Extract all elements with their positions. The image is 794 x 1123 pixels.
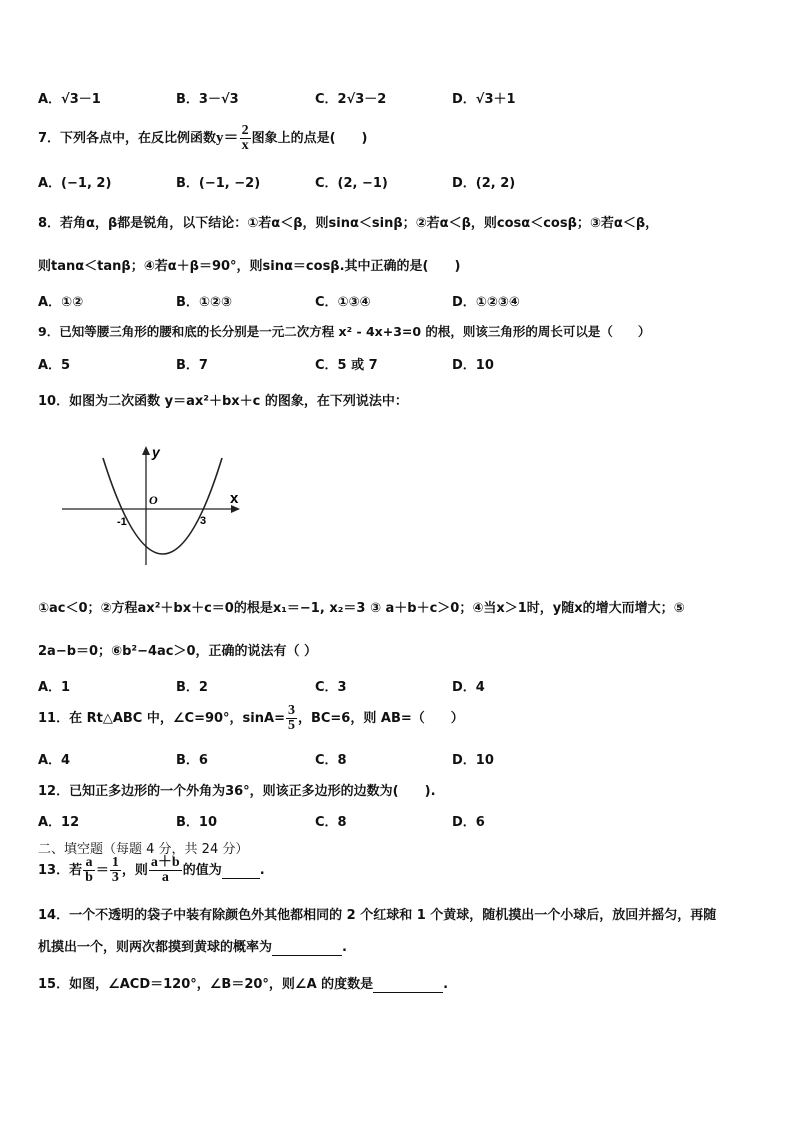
q6-option-b: B．3－√3: [176, 92, 239, 107]
q6-options: [38, 88, 758, 108]
q13-mid2: ，则: [121, 863, 148, 878]
origin-label: O: [149, 493, 158, 507]
q11-post: ，BC=6，则 AB=（ ）: [297, 711, 464, 726]
q10-statements-line2: 2a−b＝0；⑥b²−4ac＞0，正确的说法有（ ）: [38, 644, 318, 659]
q11-frac-den: 5: [287, 718, 295, 733]
q13-frac2-num: 1: [111, 855, 119, 870]
q10-statements-line1: ①ac＜0；②方程ax²＋bx＋c＝0的根是x₁＝−1, x₂＝3 ③ a＋b＋c＞0；④当x＞1时，y随x的增大而增大；⑤: [38, 601, 685, 616]
q13-frac2-den: 3: [111, 870, 119, 885]
q10-option-b: B．2: [176, 680, 208, 695]
q12-option-c: C．8: [315, 815, 347, 830]
q10-stem: 10．如图为二次函数 y＝ax²＋bx＋c 的图象，在下列说法中：: [38, 394, 408, 409]
q11-pre: 11．在 Rt△ABC 中，∠C=90°，sinA=: [38, 711, 285, 726]
q8-option-c: C．①③④: [315, 295, 371, 310]
q14-answer-blank[interactable]: [272, 940, 342, 956]
q11-frac-num: 3: [287, 703, 295, 718]
root2-label: 3: [200, 515, 207, 527]
q14-line2: [38, 936, 347, 956]
q10-option-a: A．1: [38, 680, 71, 695]
x-axis-label: x: [230, 490, 239, 507]
q10-options: [38, 676, 758, 696]
q6-option-d: D．√3＋1: [452, 92, 516, 107]
q13-frac1-num: a: [83, 856, 95, 871]
q8-line2: 则tanα＜tanβ；④若α＋β＝90°，则sinα＝cosβ.其中正确的是( ): [38, 259, 461, 274]
q12-option-a: A．12: [38, 815, 80, 830]
q7-frac-den: x: [241, 138, 249, 153]
q11-option-a: A．4: [38, 753, 71, 768]
parabola-graph: [60, 440, 250, 570]
section2-title: 二、填空题（每题 4 分，共 24 分）: [38, 842, 249, 857]
q14-line2-text: 机摸出一个，则两次都摸到黄球的概率为: [38, 940, 273, 955]
q13-frac3-den: a: [161, 870, 169, 885]
q7-option-c: C．(2, −1): [315, 176, 388, 191]
q7-option-a: A．(−1, 2): [38, 176, 112, 191]
q9-option-d: D．10: [452, 358, 494, 373]
q7-frac-num: 2: [241, 123, 249, 138]
root1-label: -1: [117, 516, 127, 528]
q11-stem: [38, 704, 464, 733]
q10-option-c: C．3: [315, 680, 347, 695]
q14-end: .: [342, 940, 347, 955]
q13-answer-blank[interactable]: [222, 863, 260, 879]
q13-end: .: [259, 863, 265, 878]
q12-stem: 12．已知正多边形的一个外角为36°，则该正多边形的边数为( ).: [38, 784, 436, 799]
q12-option-d: D．6: [452, 815, 485, 830]
q13-fraction1: [83, 856, 95, 885]
q8-option-d: D．①②③④: [452, 295, 520, 310]
q11-fraction: [286, 704, 297, 733]
q13-frac1-den: b: [85, 870, 93, 885]
q7-pre: 7．下列各点中，在反比例函数: [38, 131, 217, 146]
q12-option-b: B．10: [176, 815, 217, 830]
q7-post: 图象上的点是( ): [251, 131, 368, 146]
q9-option-b: B．7: [176, 358, 208, 373]
q6-option-c: C．2√3－2: [315, 92, 387, 107]
q10-option-d: D．4: [452, 680, 485, 695]
q13-frac3-num: a＋b: [150, 855, 180, 870]
q9-options: [38, 354, 758, 374]
q15-stem: [38, 973, 448, 993]
q7-stem: [38, 124, 367, 153]
q13-post: 的值为: [182, 863, 222, 878]
q7-option-b: B．(−1, −2): [176, 176, 261, 191]
q13-mid: ＝: [95, 863, 109, 878]
q9-stem: 9．已知等腰三角形的腰和底的长分别是一元二次方程 x² - 4x+3=0 的根，则该三角形的周长可以是（ ）: [38, 324, 651, 339]
parabola-curve: [103, 458, 222, 554]
q8-option-b: B．①②③: [176, 295, 232, 310]
q13-stem: [38, 856, 265, 885]
q7-fraction: [240, 124, 251, 153]
q8-options: [38, 291, 758, 311]
q11-option-d: D．10: [452, 753, 494, 768]
q8-option-a: A．①②: [38, 295, 84, 310]
y-axis-arrow: [142, 446, 150, 455]
q8-line1: 8．若角α，β都是锐角，以下结论：①若α＜β，则sinα＜sinβ；②若α＜β，则cosα＜cosβ；③若α＜β，: [38, 216, 659, 231]
q14-line1: 14．一个不透明的袋子中装有除颜色外其他都相同的 2 个红球和 1 个黄球，随机摸出一个小球后，放回并摇匀，再随: [38, 908, 717, 923]
q11-option-b: B．6: [176, 753, 208, 768]
q7-options: [38, 172, 758, 192]
q7-lhs: y＝: [216, 130, 239, 146]
y-axis-label: y: [152, 444, 160, 460]
q11-option-c: C．8: [315, 753, 347, 768]
q13-pre: 13．若: [38, 863, 83, 878]
q13-fraction2: [110, 856, 121, 885]
q7-option-d: D．(2, 2): [452, 176, 516, 191]
q6-option-a: A．√3－1: [38, 92, 101, 107]
q13-fraction3: [149, 856, 182, 885]
q15-end: .: [443, 977, 449, 992]
q15-answer-blank[interactable]: [373, 977, 443, 993]
q15-text: 15．如图，∠ACD＝120°，∠B＝20°，则∠A 的度数是: [38, 977, 374, 992]
q12-options: [38, 811, 758, 831]
q9-option-c: C．5 或 7: [315, 358, 378, 373]
q11-options: [38, 749, 758, 769]
q9-option-a: A．5: [38, 358, 71, 373]
